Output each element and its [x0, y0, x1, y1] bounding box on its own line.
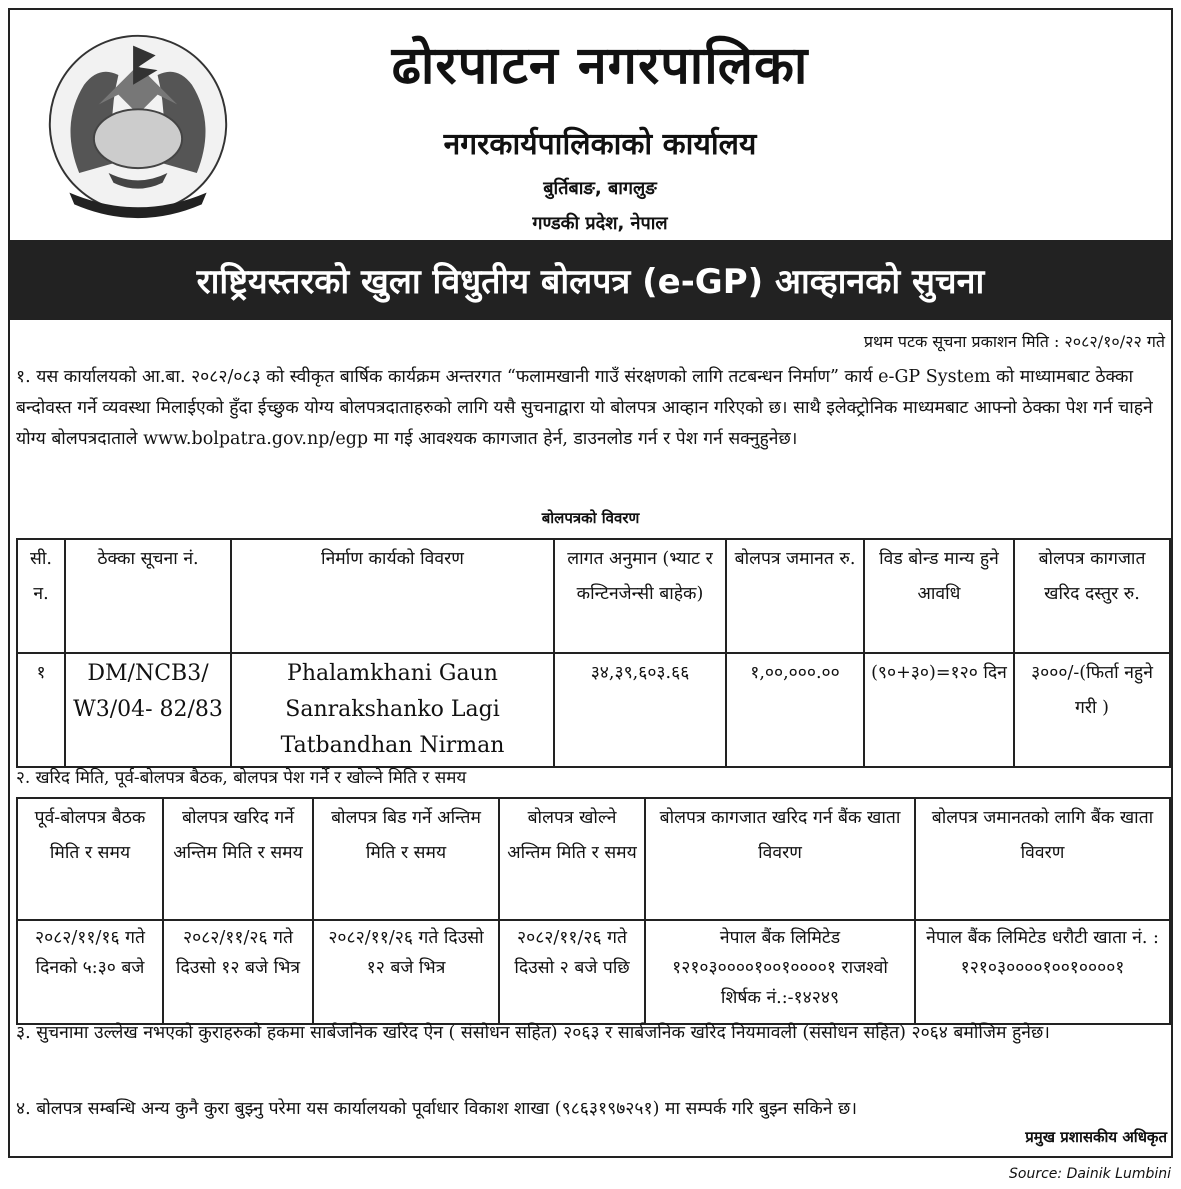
col-bid-security: बोलपत्र जमानत रु. [726, 539, 864, 653]
col-serial: सी. न. [17, 539, 65, 653]
cell-bid-deadline: २०८२/११/२६ गते दिउसो १२ बजे भित्र [313, 920, 499, 1024]
paragraph-1: १. यस कार्यालयको आ.बा. २०८२/०८३ को स्वीकृत बार्षिक कार्यक्रम अन्तरगत “फलामखानी गाउँ संरक्षणको लागि तटबन्धन निर्माण” कार्य e-GP System को माध्यामबाट ठेक्का बन्दोवस्त गर्ने व्यवस्था मिलाईएको हुँदा ईच्छुक योग्य बोलपत्रदाताहरुको लागि यसै सुचनाद्वारा यो बोलपत्र आव्हान गरिएको छ। साथै इलेक्ट्रोनिक माध्यमबाट आफ्नो ठेक्का पेश गर्न चाहने योग्य बोलपत्रदाताले www.bolpatra.gov.np/egp मा गई आवश्यक कागजात हेर्न, डाउनलोड गर्न र पेश गर्न सक्नुहुनेछ। [16, 367, 1153, 449]
cell-notice-no: DM/NCB3/ W3/04- 82/83 [65, 653, 231, 767]
schedule-table [16, 797, 1171, 1025]
cell-prebid-meeting: २०८२/११/१६ गते दिनको ५:३० बजे [17, 920, 163, 1024]
col-security-bank-account: बोलपत्र जमानतको लागि बैंक खाता विवरण [915, 798, 1170, 920]
paragraph-3: ३. सुचनामा उल्लेख नभएको कुराहरुको हकमा सार्बजनिक खरिद ऐन ( संसोधन सहित) २०६३ र सार्बजनिक खरिद नियमावली (संसोधन सहित) २०६४ बमोजिम हुनेछ। [16, 1023, 1050, 1043]
table-header-row [17, 539, 1170, 653]
paragraph-4: ४. बोलपत्र सम्बन्धि अन्य कुनै कुरा बुझ्नु परेमा यस कार्यालयको पूर्वाधार विकाश शाखा (९८६३१९७२५१) मा सम्पर्क गरि बुझ्न सकिने छ। [16, 1099, 857, 1119]
col-notice-no: ठेक्का सूचना नं. [65, 539, 231, 653]
table-header-row [17, 798, 1170, 920]
section-2-heading: २. खरिद मिति, पूर्व-बोलपत्र बैठक, बोलपत्र पेश गर्ने र खोल्ने मिति र समय [16, 768, 467, 788]
col-bid-bond-validity: विड बोन्ड मान्य हुने आवधि [864, 539, 1014, 653]
table-row [17, 920, 1170, 1024]
office-province: गण्डकी प्रदेश, नेपाल [532, 213, 668, 234]
col-opening-time: बोलपत्र खोल्ने अन्तिम मिति र समय [499, 798, 645, 920]
source-credit: Source: Dainik Lumbini [1009, 1166, 1171, 1182]
publish-date: प्रथम पटक सूचना प्रकाशन मिति : २०८२/१०/२२ गते [863, 332, 1165, 351]
table1-caption: बोलपत्रको विवरण [541, 509, 640, 527]
cell-serial: १ [17, 653, 65, 767]
cell-cost-estimate: ३४,३९,६०३.६६ [554, 653, 726, 767]
office-name: नगरकार्यपालिकाको कार्यालय [443, 127, 757, 162]
signatory-title: प्रमुख प्रशासकीय अधिकृत [1025, 1128, 1167, 1146]
cell-security-bank-account: नेपाल बैंक लिमिटेड धरौटी खाता नं. : १२१०३००००१००१००००१ [915, 920, 1170, 1024]
col-document-bank-account: बोलपत्र कागजात खरिद गर्न बैंक खाता विवरण [645, 798, 915, 920]
table-row [17, 653, 1170, 767]
notice-header [10, 10, 1171, 238]
notice-title-banner: राष्ट्रियस्तरको खुला विधुतीय बोलपत्र (e-GP) आव्हानको सुचना [10, 240, 1171, 320]
cell-document-bank-account: नेपाल बैंक लिमिटेड १२१०३००००१००१००००१ राजश्वो शिर्षक नं.:-१४२४९ [645, 920, 915, 1024]
cell-bid-bond-validity: (९०+३०)=१२० दिन [864, 653, 1014, 767]
col-document-fee: बोलपत्र कागजात खरिद दस्तुर रु. [1014, 539, 1170, 653]
col-bid-deadline: बोलपत्र बिड गर्ने अन्तिम मिति र समय [313, 798, 499, 920]
cell-opening-time: २०८२/११/२६ गते दिउसो २ बजे पछि [499, 920, 645, 1024]
municipality-name: ढोरपाटन नगरपालिका [391, 36, 809, 96]
bid-details-table [16, 538, 1171, 768]
col-purchase-deadline: बोलपत्र खरिद गर्ने अन्तिम मिति र समय [163, 798, 313, 920]
col-work-description: निर्माण कार्यको विवरण [231, 539, 554, 653]
col-prebid-meeting: पूर्व-बोलपत्र बैठक मिति र समय [17, 798, 163, 920]
col-cost-estimate: लागत अनुमान (भ्याट र कन्टिनजेन्सी बाहेक) [554, 539, 726, 653]
nepal-emblem-icon [40, 26, 236, 222]
cell-purchase-deadline: २०८२/११/२६ गते दिउसो १२ बजे भित्र [163, 920, 313, 1024]
cell-bid-security: १,००,०००.०० [726, 653, 864, 767]
office-address: बुर्तिबाङ, बागलुङ [543, 178, 657, 199]
cell-document-fee: ३०००/-(फिर्ता नहुने गरी ) [1014, 653, 1170, 767]
cell-work-description: Phalamkhani Gaun Sanrakshanko Lagi Tatbandhan Nirman [231, 653, 554, 767]
